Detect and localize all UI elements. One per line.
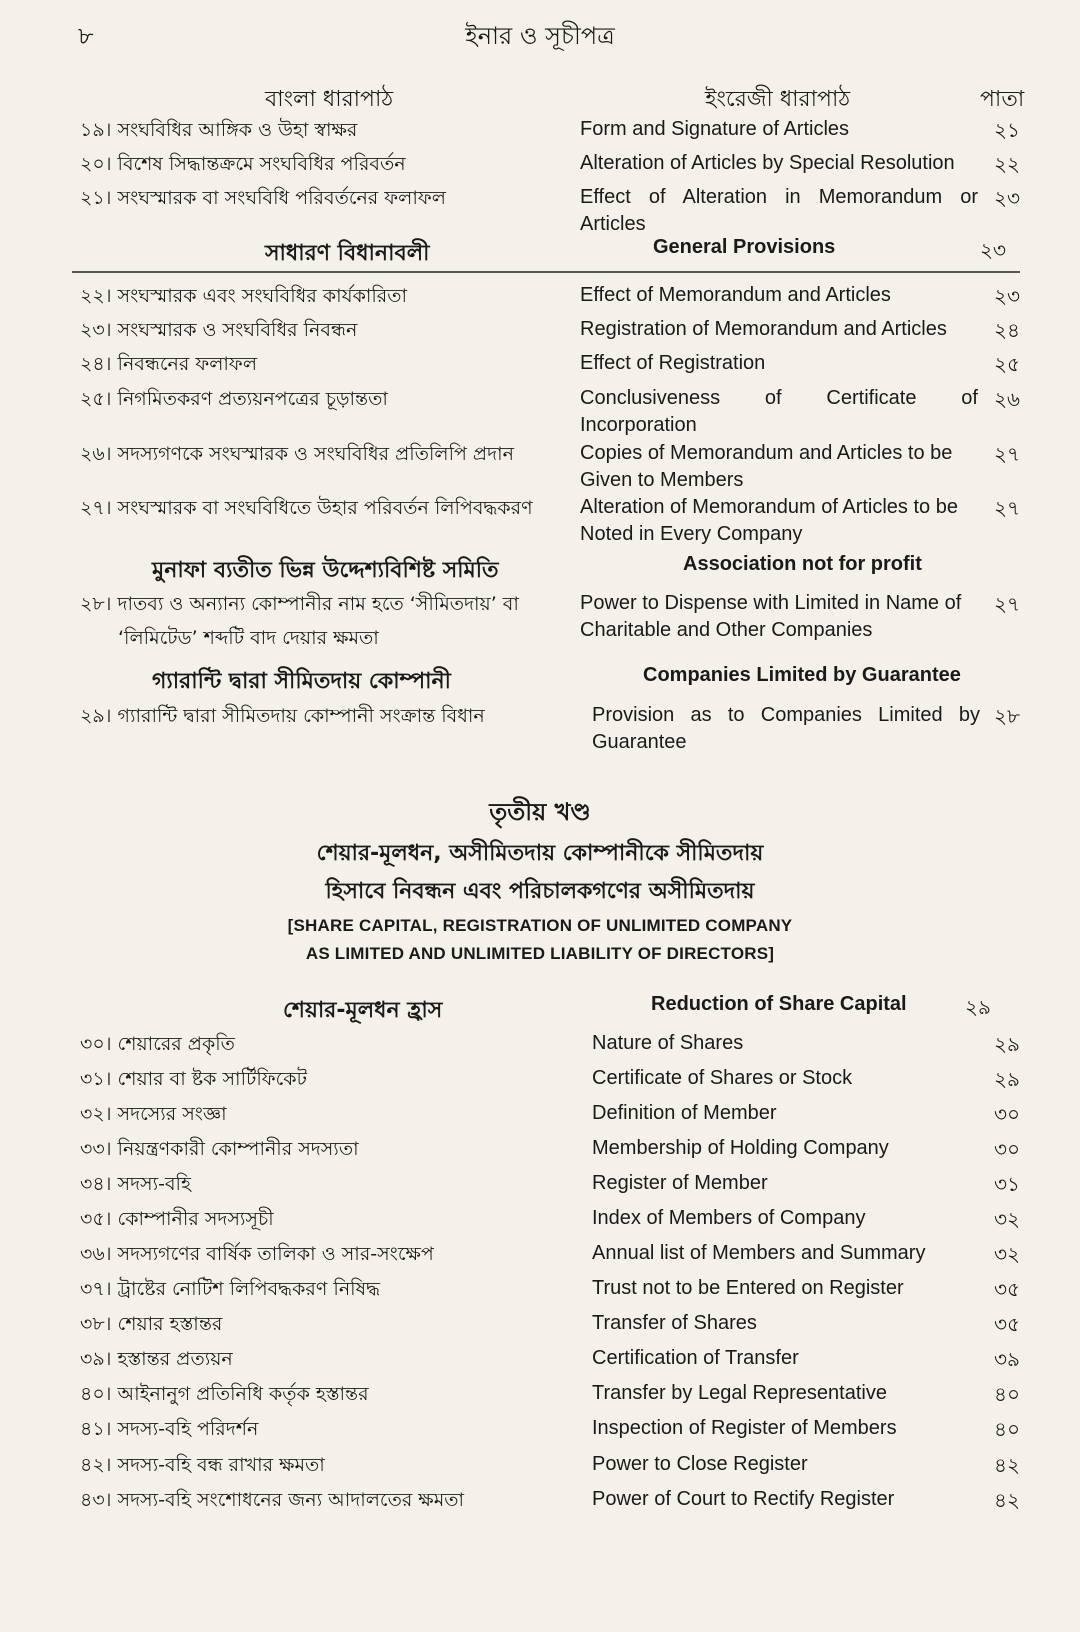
toc-page: ২২ <box>993 152 1020 176</box>
section-companies-limited-by-guarantee <box>0 664 1080 694</box>
toc-row <box>80 385 1020 436</box>
toc-page: ২৮ <box>994 704 1020 728</box>
toc-page: ২৫ <box>994 352 1020 376</box>
section-english-title: General Provisions <box>653 236 836 258</box>
toc-english-title: Transfer by Legal Representative <box>592 1382 887 1404</box>
toc-page: ৩২ <box>993 1207 1020 1231</box>
toc-row <box>80 1275 1020 1305</box>
toc-english-title: Registration of Memorandum and Articles <box>580 318 947 340</box>
toc-page: ২৭ <box>993 496 1020 520</box>
toc-page: ২৩ <box>993 284 1020 308</box>
toc-page: ৩৫ <box>994 1277 1020 1301</box>
toc-row <box>80 1170 1020 1200</box>
toc-page: ৩৫ <box>994 1312 1020 1336</box>
toc-row <box>80 1065 1020 1095</box>
toc-page: ৩২ <box>993 1242 1020 1266</box>
toc-row <box>80 1310 1020 1340</box>
toc-bangla-title: ৩২। সদস্যের সংজ্ঞা <box>80 1103 227 1125</box>
toc-bangla-title: ৩১। শেয়ার বা ষ্টক সার্টিফিকেট <box>80 1068 307 1090</box>
toc-bangla-title: ২১। সংঘস্মারক বা সংঘবিধি পরিবর্তনের ফলাফল <box>80 187 446 209</box>
toc-english-title: Trust not to be Entered on Register <box>592 1277 904 1299</box>
part-three-english-line2: AS LIMITED AND UNLIMITED LIABILITY OF DIRECTORS] <box>305 944 775 963</box>
toc-row <box>80 1380 1020 1410</box>
toc-bangla-title: ২২। সংঘস্মারক এবং সংঘবিধির কার্যকারিতা <box>80 285 408 307</box>
toc-bangla-title: ২৪। নিবন্ধনের ফলাফল <box>80 353 257 375</box>
toc-row <box>80 1451 1020 1481</box>
toc-row <box>80 316 1020 346</box>
toc-english-title: Effect of Alteration in Memorandum or Articles <box>580 186 978 235</box>
toc-page: ২৩ <box>993 186 1020 210</box>
section-bangla-title: মুনাফা ব্যতীত ভিন্ন উদ্দেশ্যবিশিষ্ট সমিতি <box>152 558 499 583</box>
toc-row <box>80 350 1020 380</box>
toc-english-title: Conclusiveness of Certificate of Incorporation <box>580 387 978 436</box>
column-header-bangla: বাংলা ধারাপাঠ <box>265 87 394 112</box>
toc-bangla-title: ৩০। শেয়ারের প্রকৃতি <box>80 1033 235 1055</box>
part-three-subtitle-line2: হিসাবে নিবন্ধন এবং পরিচালকগণের অসীমিতদায় <box>325 879 755 904</box>
toc-bangla-title: ২৯। গ্যারান্টি দ্বারা সীমিতদায় কোম্পানী সংক্রান্ত বিধান <box>80 705 485 727</box>
toc-bangla-title: ৩৫। কোম্পানীর সদস্যসূচী <box>80 1208 274 1230</box>
toc-bangla-title: ২৬। সদস্যগণকে সংঘস্মারক ও সংঘবিধির প্রতিলিপি প্রদান <box>80 443 514 465</box>
toc-row <box>80 440 1020 491</box>
toc-bangla-title: ৪২। সদস্য-বহি বন্ধ রাখার ক্ষমতা <box>80 1454 325 1476</box>
toc-bangla-title: ২৩। সংঘস্মারক ও সংঘবিধির নিবন্ধন <box>80 319 358 341</box>
section-page: ২৩ <box>980 238 1007 262</box>
section-association-not-for-profit <box>0 553 1080 583</box>
toc-bangla-title: ৪০। আইনানুগ প্রতিনিধি কর্তৃক হস্তান্তর <box>80 1383 369 1405</box>
section-bangla-title: গ্যারান্টি দ্বারা সীমিতদায় কোম্পানী <box>152 669 451 694</box>
toc-page: ৩০ <box>993 1102 1020 1126</box>
part-three-english-line1: [SHARE CAPITAL, REGISTRATION OF UNLIMITED COMPANY <box>287 916 793 935</box>
toc-english-title: Membership of Holding Company <box>592 1137 889 1159</box>
toc-page: ৪২ <box>994 1488 1020 1512</box>
toc-row <box>80 1100 1020 1130</box>
section-reduction-of-share-capital <box>0 993 1080 1023</box>
toc-english-title: Power to Close Register <box>592 1453 808 1475</box>
toc-english-title: Effect of Registration <box>580 352 766 374</box>
toc-english-title: Register of Member <box>592 1172 768 1194</box>
section-page: ২৯ <box>965 995 991 1019</box>
part-three-title: তৃতীয় খণ্ড <box>489 798 591 826</box>
toc-page: ২১ <box>994 118 1020 142</box>
toc-bangla-title-continued: ‘লিমিটেড’ শব্দটি বাদ দেয়ার ক্ষমতা <box>118 627 379 649</box>
toc-english-title: Provision as to Companies Limited by Guarantee <box>592 704 980 753</box>
toc-bangla-title: ২৮। দাতব্য ও অন্যান্য কোম্পানীর নাম হতে ‘সীমিতদায়’ বা <box>80 593 519 615</box>
toc-row <box>80 702 1020 753</box>
toc-english-title: Certificate of Shares or Stock <box>592 1067 853 1089</box>
horizontal-rule <box>72 271 1020 273</box>
toc-page: ৪০ <box>994 1417 1020 1441</box>
toc-bangla-title: ৩৯। হস্তান্তর প্রত্যয়ন <box>80 1348 233 1370</box>
toc-page: ৩১ <box>994 1172 1020 1196</box>
toc-english-title: Index of Members of Company <box>592 1207 866 1229</box>
toc-page: ২৭ <box>993 442 1020 466</box>
column-header-english: ইংরেজী ধারাপাঠ <box>705 87 851 112</box>
section-english-title: Association not for profit <box>683 553 922 575</box>
section-english-title: Companies Limited by Guarantee <box>643 664 961 686</box>
toc-row <box>80 1205 1020 1235</box>
toc-row <box>80 150 1020 180</box>
toc-english-title: Effect of Memorandum and Articles <box>580 284 891 306</box>
toc-english-title: Annual list of Members and Summary <box>592 1242 926 1264</box>
toc-bangla-title: ৩৮। শেয়ার হস্তান্তর <box>80 1313 223 1335</box>
page-number: ৮ <box>78 22 94 50</box>
toc-english-title: Power to Dispense with Limited in Name of Charitable and Other Companies <box>580 592 962 641</box>
toc-bangla-title: ৪৩। সদস্য-বহি সংশোধনের জন্য আদালতের ক্ষমতা <box>80 1489 465 1511</box>
toc-page: ২৪ <box>994 318 1020 342</box>
toc-row <box>80 1135 1020 1165</box>
toc-english-title: Nature of Shares <box>592 1032 744 1054</box>
section-bangla-title: শেয়ার-মূলধন হ্রাস <box>283 998 443 1023</box>
toc-row <box>80 1030 1020 1060</box>
section-english-title: Reduction of Share Capital <box>651 993 907 1015</box>
toc-page: ৩৯ <box>994 1347 1020 1371</box>
toc-row <box>80 590 1020 650</box>
toc-row <box>80 282 1020 312</box>
toc-page: ৪২ <box>994 1453 1020 1477</box>
column-header-page: পাতা <box>980 87 1025 112</box>
toc-page: ৪০ <box>994 1382 1020 1406</box>
toc-bangla-title: ২৫। নিগমিতকরণ প্রত্যয়নপত্রের চূড়ান্ততা <box>80 388 388 410</box>
toc-bangla-title: ২৭। সংঘস্মারক বা সংঘবিধিতে উহার পরিবর্তন লিপিবদ্ধকরণ <box>80 497 533 519</box>
section-bangla-title: সাধারণ বিধানাবলী <box>265 241 430 266</box>
toc-english-title: Form and Signature of Articles <box>580 118 850 140</box>
toc-row <box>80 494 1020 545</box>
toc-bangla-title: ৪১। সদস্য-বহি পরিদর্শন <box>80 1418 259 1440</box>
toc-row <box>80 1240 1020 1270</box>
toc-row <box>80 184 1020 235</box>
section-general-provisions <box>0 236 1080 266</box>
toc-row <box>80 1486 1020 1516</box>
toc-bangla-title: ৩৬। সদস্যগণের বার্ষিক তালিকা ও সার-সংক্ষেপ <box>80 1243 434 1265</box>
toc-row <box>80 1345 1020 1375</box>
toc-english-title: Certification of Transfer <box>592 1347 799 1369</box>
toc-english-title: Alteration of Memorandum of Articles to be Noted in Every Company <box>580 496 958 545</box>
toc-row <box>80 116 1020 146</box>
toc-english-title: Alteration of Articles by Special Resolution <box>580 152 955 174</box>
toc-page: ২৬ <box>993 387 1020 411</box>
toc-bangla-title: ৩৩। নিয়ন্ত্রণকারী কোম্পানীর সদস্যতা <box>80 1138 359 1160</box>
toc-row <box>80 1415 1020 1445</box>
toc-english-title: Power of Court to Rectify Register <box>592 1488 895 1510</box>
toc-english-title: Definition of Member <box>592 1102 777 1124</box>
toc-bangla-title: ১৯। সংঘবিধির আঙ্গিক ও উহা স্বাক্ষর <box>80 119 358 141</box>
toc-english-title: Transfer of Shares <box>592 1312 757 1334</box>
toc-bangla-title: ৩৪। সদস্য-বহি <box>80 1173 191 1195</box>
part-three-subtitle-line1: শেয়ার-মূলধন, অসীমিতদায় কোম্পানীকে সীমিতদায় <box>316 841 764 866</box>
toc-page: ৩০ <box>993 1137 1020 1161</box>
toc-english-title: Copies of Memorandum and Articles to be Given to Members <box>580 442 953 491</box>
toc-page: ২৭ <box>993 592 1020 616</box>
toc-page: ২৯ <box>994 1032 1020 1056</box>
running-title: ইনার ও সূচীপত্র <box>465 22 615 50</box>
toc-english-title: Inspection of Register of Members <box>592 1417 897 1439</box>
toc-bangla-title: ২০। বিশেষ সিদ্ধান্তক্রমে সংঘবিধির পরিবর্তন <box>80 153 406 175</box>
toc-bangla-title: ৩৭। ট্রাষ্টের নোটিশ লিপিবদ্ধকরণ নিষিদ্ধ <box>80 1278 381 1300</box>
toc-page: ২৯ <box>994 1067 1020 1091</box>
